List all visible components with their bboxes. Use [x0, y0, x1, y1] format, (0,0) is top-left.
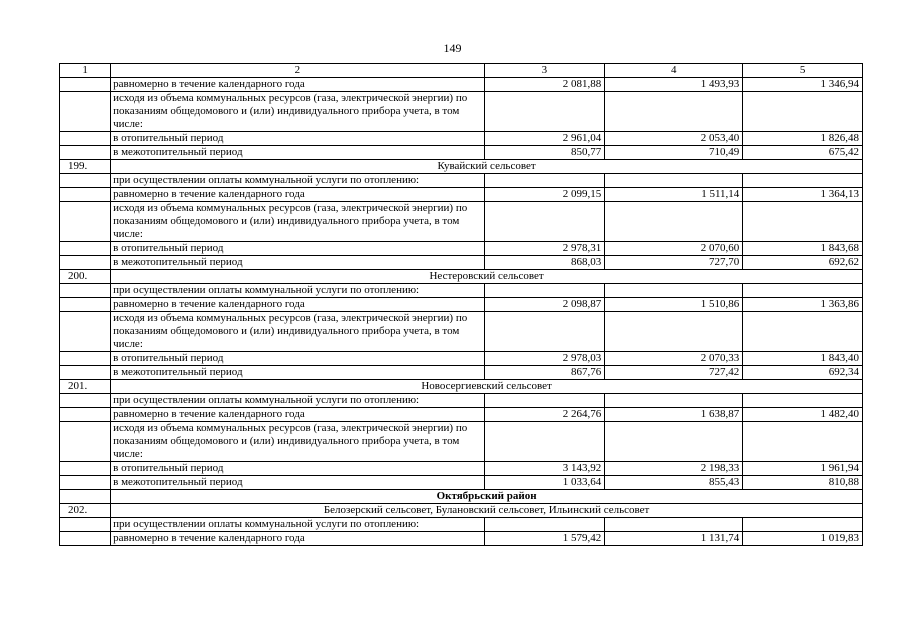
value-cell-3: 2 098,87 [484, 298, 605, 312]
value-cell-5: 1 482,40 [743, 408, 863, 422]
index-cell [60, 92, 111, 132]
value-cell-4 [605, 284, 743, 298]
value-cell-5 [743, 174, 863, 188]
value-cell-3: 868,03 [484, 256, 605, 270]
value-cell-4 [605, 202, 743, 242]
value-cell-5: 1 843,68 [743, 242, 863, 256]
value-cell-5 [743, 422, 863, 462]
value-cell-5: 1 364,13 [743, 188, 863, 202]
value-cell-5 [743, 518, 863, 532]
table-row [60, 132, 863, 146]
label-cell: исходя из объема коммунальных ресурсов (газа, электрической энергии) по показаниям общедомового и (или) индивидуального прибора учета, в том числе: [111, 422, 484, 462]
table-header-row [60, 64, 863, 78]
section-index: 202. [60, 504, 111, 518]
section-title: Кувайский сельсовет [111, 160, 863, 174]
value-cell-5: 1 019,83 [743, 532, 863, 546]
label-cell: в отопительный период [111, 242, 484, 256]
table-row [60, 78, 863, 92]
value-cell-5: 1 843,40 [743, 352, 863, 366]
table-subheading-row [60, 284, 863, 298]
table-subheading-row [60, 394, 863, 408]
header-cell: 5 [743, 64, 863, 78]
value-cell-4: 1 493,93 [605, 78, 743, 92]
value-cell-3 [484, 518, 605, 532]
table-row [60, 532, 863, 546]
table-subheading-row [60, 174, 863, 188]
value-cell-4: 710,49 [605, 146, 743, 160]
value-cell-3: 1 579,42 [484, 532, 605, 546]
value-cell-4: 727,70 [605, 256, 743, 270]
section-row [60, 504, 863, 518]
label-cell: в отопительный период [111, 132, 484, 146]
value-cell-3: 1 033,64 [484, 476, 605, 490]
table-row [60, 146, 863, 160]
section-title: Новосергиевский сельсовет [111, 380, 863, 394]
label-cell: при осуществлении оплаты коммунальной услуги по отоплению: [111, 174, 484, 188]
value-cell-5 [743, 92, 863, 132]
section-title: Белозерский сельсовет, Булановский сельсовет, Ильинский сельсовет [111, 504, 863, 518]
label-cell: равномерно в течение календарного года [111, 78, 484, 92]
index-cell [60, 366, 111, 380]
value-cell-3 [484, 284, 605, 298]
value-cell-3: 3 143,92 [484, 462, 605, 476]
label-cell: в межотопительный период [111, 476, 484, 490]
value-cell-5 [743, 312, 863, 352]
index-cell [60, 284, 111, 298]
index-cell [60, 132, 111, 146]
index-cell [60, 532, 111, 546]
value-cell-5 [743, 284, 863, 298]
value-cell-4 [605, 174, 743, 188]
index-cell [60, 312, 111, 352]
value-cell-5: 1 363,86 [743, 298, 863, 312]
value-cell-4: 1 131,74 [605, 532, 743, 546]
index-cell [60, 352, 111, 366]
value-cell-4 [605, 422, 743, 462]
label-cell: равномерно в течение календарного года [111, 532, 484, 546]
index-cell [60, 518, 111, 532]
value-cell-5: 692,34 [743, 366, 863, 380]
index-cell [60, 188, 111, 202]
value-cell-4 [605, 394, 743, 408]
section-row [60, 270, 863, 284]
label-cell: в межотопительный период [111, 146, 484, 160]
value-cell-5: 810,88 [743, 476, 863, 490]
value-cell-4 [605, 312, 743, 352]
table-subheading-row [60, 312, 863, 352]
value-cell-3: 2 978,03 [484, 352, 605, 366]
table-row [60, 242, 863, 256]
value-cell-3: 2 264,76 [484, 408, 605, 422]
header-cell: 1 [60, 64, 111, 78]
label-cell: при осуществлении оплаты коммунальной услуги по отоплению: [111, 394, 484, 408]
index-cell [60, 78, 111, 92]
value-cell-4 [605, 518, 743, 532]
label-cell: при осуществлении оплаты коммунальной услуги по отоплению: [111, 518, 484, 532]
value-cell-4: 2 070,60 [605, 242, 743, 256]
index-cell [60, 146, 111, 160]
value-cell-5 [743, 394, 863, 408]
label-cell: исходя из объема коммунальных ресурсов (газа, электрической энергии) по показаниям общедомового и (или) индивидуального прибора учета, в том числе: [111, 312, 484, 352]
value-cell-3: 2 081,88 [484, 78, 605, 92]
header-cell: 2 [111, 64, 484, 78]
label-cell: при осуществлении оплаты коммунальной услуги по отоплению: [111, 284, 484, 298]
index-cell [60, 256, 111, 270]
label-cell: равномерно в течение календарного года [111, 408, 484, 422]
value-cell-3: 867,76 [484, 366, 605, 380]
section-index: 200. [60, 270, 111, 284]
value-cell-4: 1 511,14 [605, 188, 743, 202]
table-subheading-row [60, 518, 863, 532]
value-cell-4: 1 638,87 [605, 408, 743, 422]
value-cell-5: 692,62 [743, 256, 863, 270]
value-cell-4: 855,43 [605, 476, 743, 490]
table-subheading-row [60, 202, 863, 242]
index-cell [60, 422, 111, 462]
table-row [60, 476, 863, 490]
index-cell [60, 202, 111, 242]
value-cell-5: 1 826,48 [743, 132, 863, 146]
header-cell: 3 [484, 64, 605, 78]
value-cell-4: 727,42 [605, 366, 743, 380]
value-cell-3 [484, 92, 605, 132]
value-cell-5: 675,42 [743, 146, 863, 160]
table-subheading-row [60, 422, 863, 462]
table-row [60, 256, 863, 270]
table-row [60, 298, 863, 312]
table-row [60, 462, 863, 476]
label-cell: в отопительный период [111, 462, 484, 476]
index-cell [60, 408, 111, 422]
district-row [60, 490, 863, 504]
label-cell: равномерно в течение календарного года [111, 298, 484, 312]
label-cell: равномерно в течение календарного года [111, 188, 484, 202]
table-subheading-row [60, 92, 863, 132]
value-cell-5: 1 346,94 [743, 78, 863, 92]
value-cell-3: 2 099,15 [484, 188, 605, 202]
value-cell-4: 2 198,33 [605, 462, 743, 476]
section-row [60, 380, 863, 394]
value-cell-3 [484, 394, 605, 408]
index-cell [60, 490, 111, 504]
index-cell [60, 476, 111, 490]
page-number: 149 [443, 41, 462, 55]
header-cell: 4 [605, 64, 743, 78]
index-cell [60, 174, 111, 188]
label-cell: в межотопительный период [111, 366, 484, 380]
table-row [60, 188, 863, 202]
value-cell-4 [605, 92, 743, 132]
district-title: Октябрьский район [111, 490, 863, 504]
label-cell: в отопительный период [111, 352, 484, 366]
section-index: 199. [60, 160, 111, 174]
section-row [60, 160, 863, 174]
table-row [60, 366, 863, 380]
table-row [60, 408, 863, 422]
table-body [60, 78, 863, 546]
index-cell [60, 242, 111, 256]
tariff-table [59, 63, 863, 546]
value-cell-4: 2 070,33 [605, 352, 743, 366]
value-cell-4: 2 053,40 [605, 132, 743, 146]
value-cell-3 [484, 174, 605, 188]
index-cell [60, 394, 111, 408]
index-cell [60, 462, 111, 476]
value-cell-5: 1 961,94 [743, 462, 863, 476]
label-cell: в межотопительный период [111, 256, 484, 270]
value-cell-5 [743, 202, 863, 242]
section-title: Нестеровский сельсовет [111, 270, 863, 284]
label-cell: исходя из объема коммунальных ресурсов (газа, электрической энергии) по показаниям общедомового и (или) индивидуального прибора учета, в том числе: [111, 202, 484, 242]
label-cell: исходя из объема коммунальных ресурсов (газа, электрической энергии) по показаниям общедомового и (или) индивидуального прибора учета, в том числе: [111, 92, 484, 132]
value-cell-3: 2 978,31 [484, 242, 605, 256]
section-index: 201. [60, 380, 111, 394]
value-cell-3 [484, 202, 605, 242]
value-cell-4: 1 510,86 [605, 298, 743, 312]
value-cell-3 [484, 312, 605, 352]
table-row [60, 352, 863, 366]
value-cell-3: 2 961,04 [484, 132, 605, 146]
value-cell-3 [484, 422, 605, 462]
value-cell-3: 850,77 [484, 146, 605, 160]
index-cell [60, 298, 111, 312]
